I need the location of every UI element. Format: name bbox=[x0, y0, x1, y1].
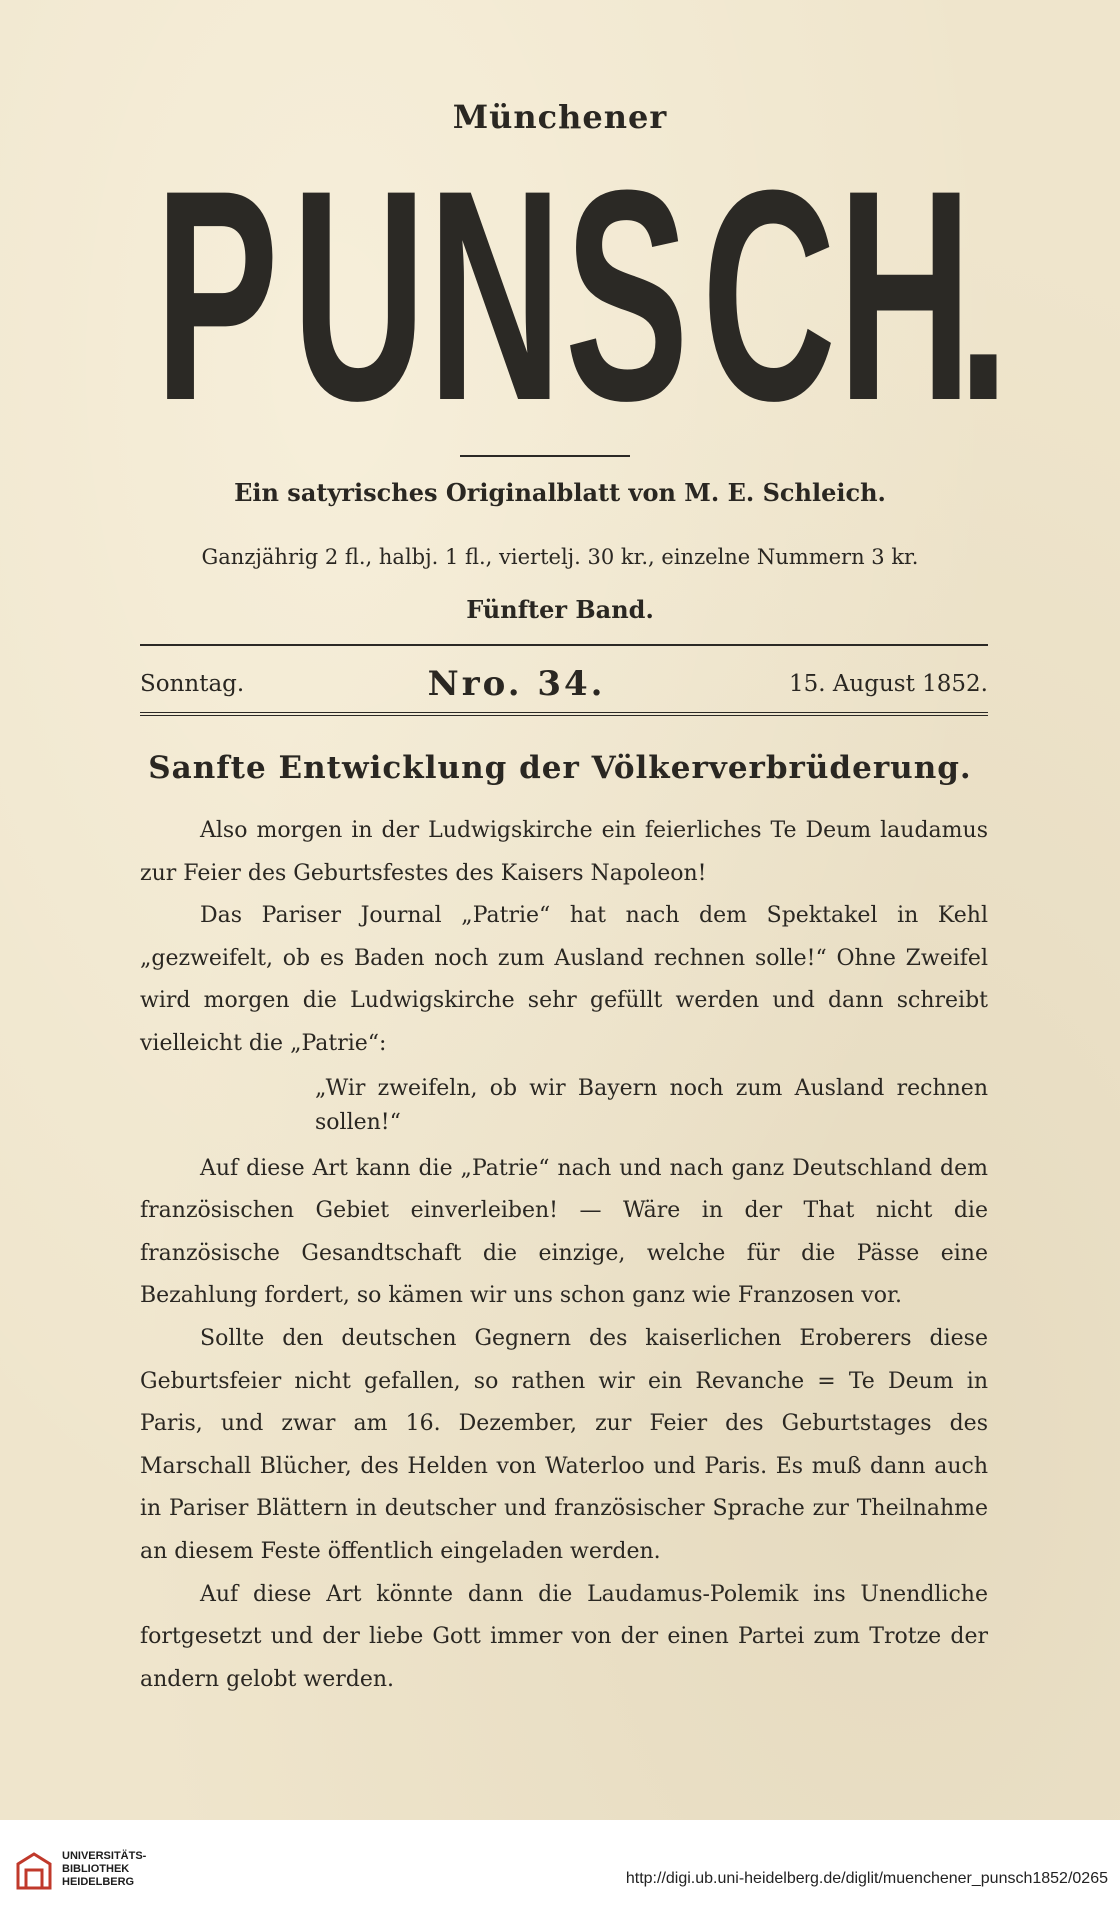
dateline-day: Sonntag. bbox=[140, 671, 245, 697]
volume-label: Fünfter Band. bbox=[466, 595, 654, 624]
divider bbox=[140, 644, 988, 646]
article-body bbox=[140, 810, 988, 1701]
article-quote: „Wir zweifeln, ob wir Bayern noch zum Ausland rechnen sollen!“ bbox=[315, 1075, 988, 1135]
masthead-letter: U bbox=[291, 127, 426, 463]
university-library-logo-icon bbox=[12, 1850, 56, 1894]
library-name-line: HEIDELBERG bbox=[62, 1876, 135, 1888]
subscription-prices: Ganzjährig 2 fl., halbj. 1 fl., viertelj. 30 kr., einzelne Nummern 3 kr. bbox=[201, 545, 919, 569]
double-divider bbox=[140, 712, 988, 718]
masthead-letter: P bbox=[154, 127, 279, 463]
masthead-dot: . bbox=[957, 127, 1010, 463]
divider bbox=[460, 455, 630, 457]
article-paragraph: Auf diese Art kann die „Patrie“ nach und nach ganz Deutschland dem französischen Gebiet einverleiben! — Wäre in der That nicht die französische Gesandtschaft die einzige, welche für die Pässe eine Bezahlung fordert, so kämen wir uns schon ganz wie Franzosen vor. bbox=[140, 1155, 988, 1309]
issue-number: Nro. 34. bbox=[427, 664, 606, 704]
dateline-date: 15. August 1852. bbox=[788, 671, 988, 697]
masthead-letter: N bbox=[428, 127, 563, 463]
dateline bbox=[140, 664, 988, 704]
article-paragraph: Also morgen in der Ludwigskirche ein feierliches Te Deum laudamus zur Feier des Geburtsfestes des Kaisers Napoleon! bbox=[140, 818, 988, 886]
article-paragraph: Sollte den deutschen Gegnern des kaiserlichen Eroberers diese Geburtsfeier nicht gefallen, so rathen wir ein Revanche = Te Deum in Paris, und zwar am 16. Dezember, zur Feier des Geburtstages des Marschall Blücher, des Helden von Waterloo und Paris. Es muß dann auch in Pariser Blättern in deutscher und französischer Sprache zur Theilnahme an diesem Feste öffentlich eingeladen werden. bbox=[140, 1325, 988, 1564]
article-paragraph: Das Pariser Journal „Patrie“ hat nach dem Spektakel in Kehl „gezweifelt, ob es Baden noch zum Ausland rechnen solle!“ Ohne Zweifel wird morgen die Ludwigskirche sehr gefüllt werden und dann schreibt vielleicht die „Patrie“: bbox=[140, 903, 988, 1056]
article-title: Sanfte Entwicklung der Völkerverbrüderung. bbox=[148, 750, 972, 786]
library-name bbox=[62, 1850, 146, 1889]
source-url-link[interactable]: http://digi.ub.uni-heidelberg.de/diglit/muenchener_punsch1852/0265 bbox=[625, 1870, 1108, 1887]
masthead-pretitle: Münchener bbox=[452, 98, 668, 136]
masthead-letter: S bbox=[564, 127, 689, 463]
masthead-subtitle: Ein satyrisches Originalblatt von M. E. Schleich. bbox=[234, 478, 886, 507]
masthead-title bbox=[130, 127, 1010, 463]
library-name-line: BIBLIOTHEK bbox=[62, 1863, 130, 1875]
masthead-letter: H bbox=[837, 127, 973, 463]
digitization-footer bbox=[0, 1820, 1120, 1916]
masthead-letter: C bbox=[701, 127, 836, 463]
library-name-line: UNIVERSITÄTS- bbox=[62, 1850, 147, 1862]
article-paragraph: Auf diese Art könnte dann die Laudamus-Polemik ins Unendliche fortgesetzt und der liebe Gott immer von der einen Partei zum Trotze der andern gelobt werden. bbox=[140, 1581, 988, 1692]
